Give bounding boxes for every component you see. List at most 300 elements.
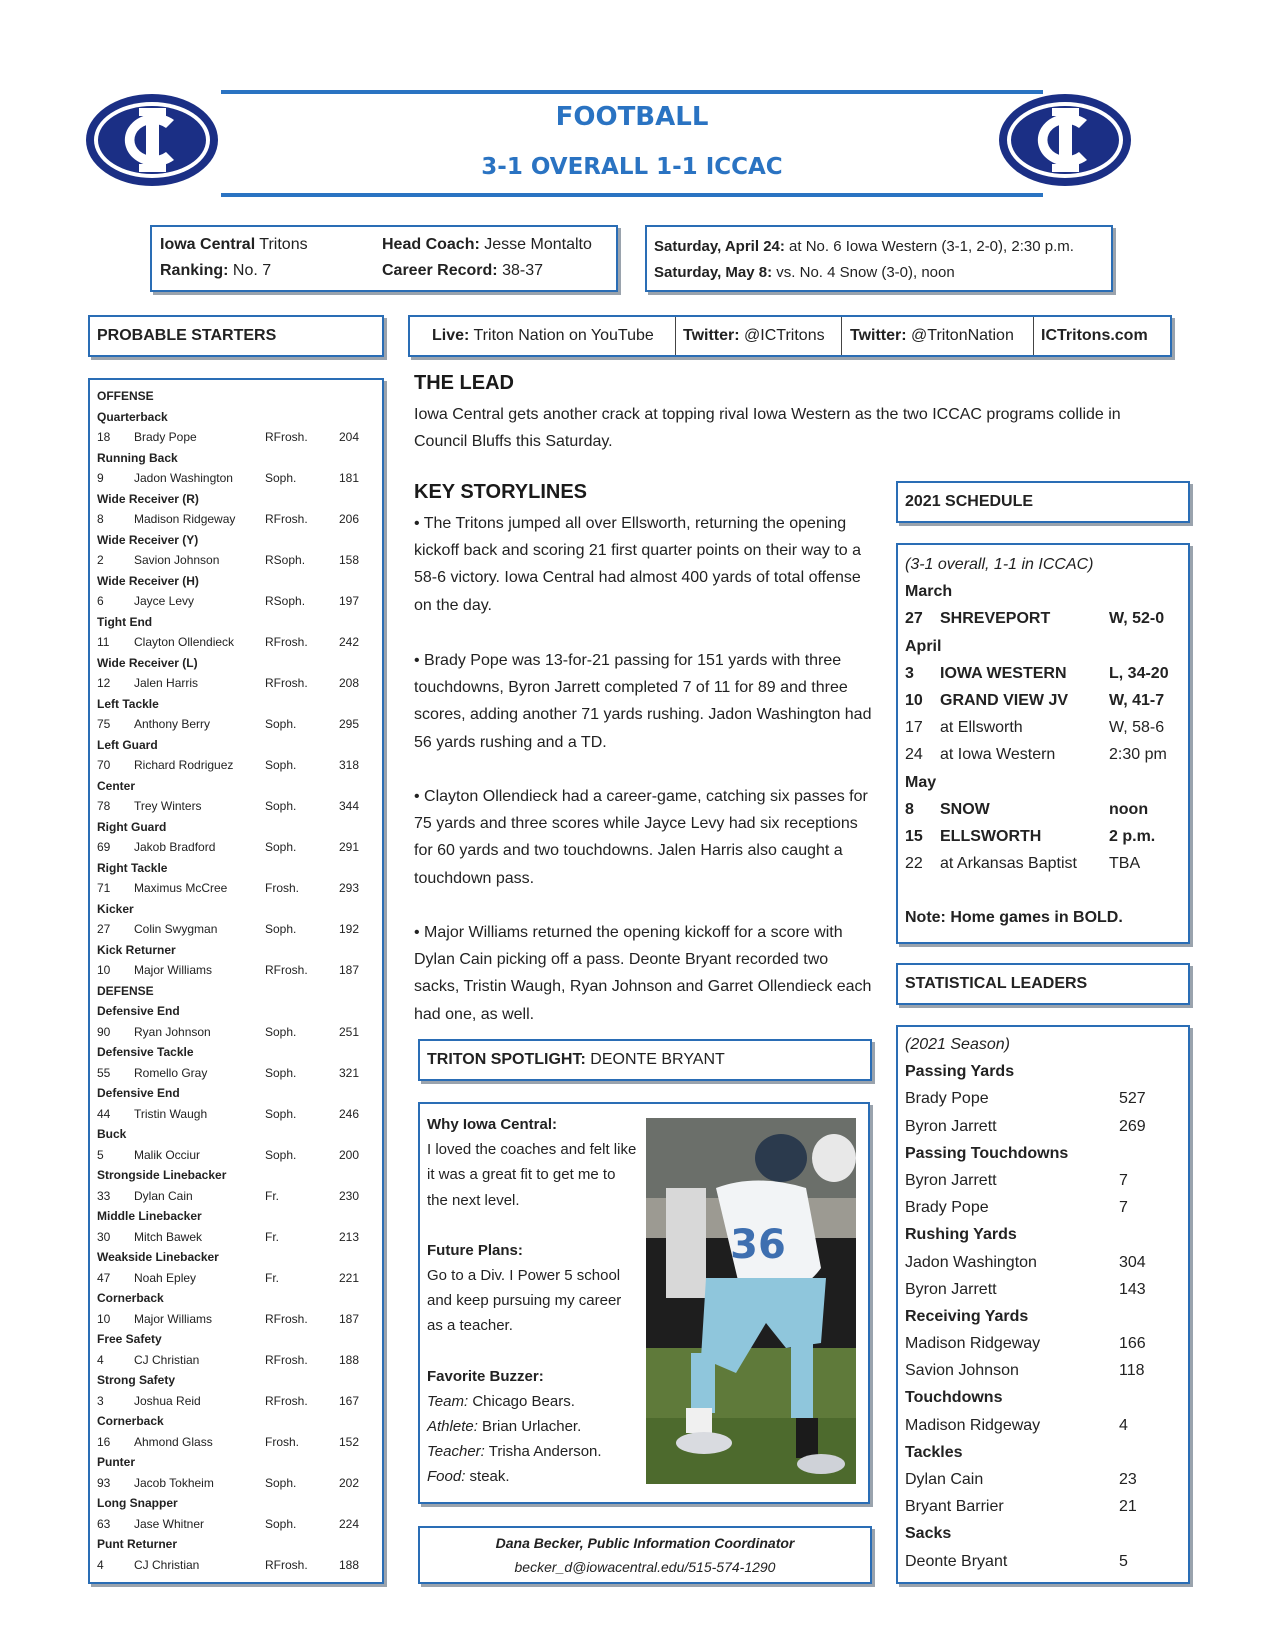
game-day: 22	[905, 855, 923, 873]
player-class: Soph.	[265, 1516, 297, 1531]
player-row	[97, 591, 375, 612]
player-name: Jacob Tokheim	[134, 1475, 214, 1490]
header-top-rule	[221, 90, 1043, 94]
contact-details: becker_d@iowacentral.edu/515-574-1290	[514, 1559, 776, 1575]
player-weight: 295	[339, 717, 360, 731]
schedule-heading: 2021 SCHEDULE	[905, 493, 1034, 510]
player-name: Jalen Harris	[134, 676, 199, 690]
player-class: Soph.	[265, 1024, 297, 1039]
player-class: Soph.	[265, 1475, 297, 1490]
schedule-box	[896, 543, 1190, 944]
position-label: Kick Returner	[97, 942, 176, 957]
player-number: 78	[97, 799, 111, 813]
favorite-teacher: Teacher: Trisha Anderson.	[427, 1443, 602, 1461]
player-class: RFrosh.	[265, 430, 308, 444]
player-name: Tristin Waugh	[134, 1106, 208, 1121]
contact-box	[418, 1526, 872, 1584]
player-weight: 187	[339, 963, 360, 977]
player-class: Soph.	[265, 922, 297, 936]
player-row	[97, 1350, 375, 1371]
player-name: Madison Ridgeway	[134, 512, 236, 526]
stat-value: 7	[1119, 1171, 1128, 1189]
player-row	[97, 509, 375, 530]
game-day: 27	[905, 610, 923, 628]
player-class: Soph.	[265, 1065, 297, 1080]
player-number: 12	[97, 676, 111, 690]
stat-leader-row	[905, 1113, 1181, 1140]
player-name: Jakob Bradford	[134, 840, 216, 854]
player-name: Jadon Washington	[134, 471, 233, 485]
game-day: 24	[905, 746, 923, 764]
game-opponent: SNOW	[940, 800, 990, 818]
stat-leader-row	[905, 1249, 1181, 1276]
player-name: Jayce Levy	[134, 594, 195, 608]
player-row	[97, 468, 375, 489]
player-row	[97, 1104, 375, 1125]
player-number: 9	[97, 471, 104, 485]
schedule-game-row	[905, 605, 1181, 632]
header-bottom-rule	[221, 193, 1043, 197]
player-name: Joshua Reid	[134, 1393, 201, 1408]
game-day: 3	[905, 664, 914, 682]
media-links-bar	[408, 315, 1172, 357]
player-class: Fr.	[265, 1229, 279, 1244]
live-stream-link[interactable]: Live: Triton Nation on YouTube	[432, 327, 654, 344]
schedule-game-row	[905, 714, 1181, 741]
player-weight: 230	[339, 1188, 360, 1203]
player-number: 55	[97, 1065, 111, 1080]
stat-value: 118	[1119, 1362, 1145, 1380]
stat-category: Passing Yards	[905, 1063, 1015, 1081]
player-name: Major Williams	[134, 963, 212, 977]
player-number: 27	[97, 922, 111, 936]
player-row	[97, 1268, 375, 1289]
stat-value: 269	[1119, 1117, 1146, 1135]
position-label: Left Guard	[97, 737, 158, 752]
position-label: Left Tackle	[97, 696, 159, 711]
lead-text: Iowa Central gets another crack at topping rival Iowa Western as the two ICCAC programs collide in Council Bluffs this Saturday.	[414, 406, 1121, 451]
position-label: Quarterback	[97, 409, 168, 424]
game-result: L, 34-20	[1109, 664, 1169, 682]
stat-value: 527	[1119, 1090, 1146, 1108]
player-number: 11	[97, 635, 110, 649]
stat-player: Byron Jarrett	[905, 1171, 997, 1189]
player-class: Fr.	[265, 1188, 279, 1203]
stat-value: 23	[1119, 1471, 1137, 1488]
player-number: 3	[97, 1393, 104, 1408]
player-name: Richard Rodriguez	[134, 758, 234, 772]
player-number: 2	[97, 553, 104, 567]
player-weight: 197	[339, 594, 360, 608]
player-weight: 202	[339, 1475, 360, 1490]
player-weight: 158	[339, 553, 360, 567]
player-row	[97, 837, 375, 858]
stat-leader-row	[905, 1357, 1181, 1384]
divider	[1033, 317, 1034, 355]
schedule-month: April	[905, 637, 942, 655]
stat-category: Touchdowns	[905, 1389, 1003, 1407]
player-class: RFrosh.	[265, 1557, 308, 1572]
player-number: 18	[97, 430, 111, 444]
player-row	[97, 1227, 375, 1248]
stat-value: 166	[1119, 1335, 1146, 1353]
player-row	[97, 1186, 375, 1207]
storyline-4: • Major Williams returned the opening kickoff for a score with Dylan Cain picking off a pass. Deonte Bryant recorded two sacks, Tristin Waugh, Ryan Johnson and Garret Ollendieck each had one, as well.	[414, 924, 872, 1023]
stat-player: Byron Jarrett	[905, 1280, 997, 1298]
player-class: RFrosh.	[265, 1393, 308, 1408]
stat-leader-row	[905, 1194, 1181, 1221]
player-class: RSoph.	[265, 594, 306, 608]
iowa-central-logo-left	[82, 90, 222, 190]
player-class: Soph.	[265, 758, 297, 772]
player-name: Jase Whitner	[134, 1516, 205, 1531]
player-number: 47	[97, 1270, 111, 1285]
player-weight: 213	[339, 1229, 360, 1244]
player-class: RSoph.	[265, 553, 306, 567]
offense-label: OFFENSE	[97, 389, 154, 403]
player-name: Colin Swygman	[134, 922, 218, 936]
probable-starters-heading: PROBABLE STARTERS	[97, 327, 277, 344]
position-label: Wide Receiver (L)	[97, 655, 198, 670]
player-name: Savion Johnson	[134, 553, 220, 567]
stat-leader-row	[905, 1548, 1181, 1575]
player-weight: 200	[339, 1147, 360, 1162]
game-result: W, 58-6	[1109, 719, 1165, 737]
player-number: 30	[97, 1229, 111, 1244]
schedule-month: March	[905, 583, 953, 601]
stat-category: Passing Touchdowns	[905, 1144, 1069, 1162]
divider	[841, 317, 842, 355]
stat-category: Sacks	[905, 1525, 952, 1543]
stat-value: 4	[1119, 1416, 1128, 1434]
player-class: RFrosh.	[265, 1311, 308, 1326]
game-opponent: IOWA WESTERN	[940, 664, 1067, 682]
player-row	[97, 673, 375, 694]
stat-leader-row	[905, 1412, 1181, 1439]
position-label: Wide Receiver (Y)	[97, 532, 199, 547]
schedule-game-row	[905, 850, 1181, 877]
stat-value: 304	[1119, 1253, 1146, 1271]
player-name: CJ Christian	[134, 1557, 200, 1572]
plans-label: Future Plans:	[427, 1241, 523, 1259]
player-class: RFrosh.	[265, 512, 308, 526]
position-label: Buck	[97, 1127, 127, 1141]
stat-player: Madison Ridgeway	[905, 1416, 1041, 1434]
upcoming-games-box	[645, 225, 1113, 292]
stat-value: 5	[1119, 1552, 1128, 1570]
player-weight: 181	[339, 471, 360, 485]
schedule-game-row	[905, 741, 1181, 768]
stat-value: 143	[1119, 1280, 1146, 1298]
player-weight: 291	[339, 840, 360, 854]
player-number: 8	[97, 512, 104, 526]
stat-player: Brady Pope	[905, 1199, 989, 1217]
player-name: Mitch Bawek	[134, 1229, 203, 1244]
player-number: 4	[97, 1557, 104, 1572]
stat-leader-row	[905, 1466, 1181, 1493]
schedule-heading-box	[896, 481, 1190, 523]
player-name: Ryan Johnson	[134, 1024, 211, 1039]
stat-player: Savion Johnson	[905, 1362, 1019, 1380]
player-weight: 192	[339, 922, 360, 936]
player-weight: 187	[339, 1311, 360, 1326]
ranking-line: Ranking: No. 7	[160, 262, 272, 279]
position-label: Right Guard	[97, 819, 167, 834]
player-number: 69	[97, 840, 111, 854]
player-class: Soph.	[265, 1147, 297, 1162]
stats-rows	[905, 1058, 1181, 1575]
position-label: Punter	[97, 1455, 136, 1469]
player-name: Anthony Berry	[134, 717, 211, 731]
player-weight: 246	[339, 1106, 360, 1121]
schedule-rows	[905, 578, 1181, 877]
player-row	[97, 1391, 375, 1412]
player-row	[97, 550, 375, 571]
defense-label: DEFENSE	[97, 983, 154, 998]
game-day: 8	[905, 800, 914, 818]
stat-player: Deonte Bryant	[905, 1552, 1008, 1570]
player-name: CJ Christian	[134, 1352, 200, 1367]
player-row	[97, 1432, 375, 1453]
player-name: Dylan Cain	[134, 1188, 193, 1203]
stat-player: Madison Ridgeway	[905, 1335, 1041, 1353]
offense-list	[97, 407, 375, 981]
player-number: 63	[97, 1516, 111, 1531]
position-label: Free Safety	[97, 1332, 162, 1346]
storyline-2: • Brady Pope was 13-for-21 passing for 151 yards with three touchdowns, Byron Jarrett completed 7 of 11 for 89 and three scores, adding another 71 yards rushing. Jadon Washington had 56 yards rushing and a TD.	[414, 652, 872, 751]
jersey-number: 36	[730, 1222, 786, 1268]
position-label: Middle Linebacker	[97, 1209, 202, 1223]
player-row	[97, 427, 375, 448]
defense-list	[97, 1001, 375, 1575]
favorite-team: Team: Chicago Bears.	[427, 1392, 575, 1410]
position-label: Strongside Linebacker	[97, 1168, 227, 1182]
twitter-ictritons-link[interactable]: Twitter: @ICTritons	[683, 327, 825, 344]
website-link[interactable]: ICTritons.com	[1041, 327, 1148, 344]
storyline-3: • Clayton Ollendieck had a career-game, catching six passes for 75 yards and three scores while Jayce Levy had six receptions for 60 yards and two touchdowns. Jalen Harris also caught a touchdown pass.	[414, 788, 868, 887]
stat-value: 21	[1119, 1498, 1137, 1516]
game-day: 17	[905, 719, 923, 737]
position-label: Strong Safety	[97, 1373, 176, 1387]
player-name: Maximus McCree	[134, 881, 228, 895]
player-number: 4	[97, 1352, 104, 1367]
game-result: noon	[1109, 800, 1149, 818]
why-label: Why Iowa Central:	[427, 1116, 558, 1133]
game-opponent: ELLSWORTH	[940, 827, 1042, 845]
position-label: Defensive Tackle	[97, 1045, 194, 1059]
player-class: Soph.	[265, 717, 297, 731]
player-weight: 206	[339, 512, 360, 526]
storylines-heading: KEY STORYLINES	[414, 481, 588, 503]
player-row	[97, 1555, 375, 1576]
player-row	[97, 878, 375, 899]
game-result: W, 41-7	[1109, 691, 1165, 709]
page-title: FOOTBALL	[555, 102, 709, 132]
schedule-game-row	[905, 687, 1181, 714]
player-number: 5	[97, 1147, 104, 1162]
player-number: 90	[97, 1024, 111, 1039]
stat-player: Jadon Washington	[905, 1253, 1037, 1271]
position-label: Punt Returner	[97, 1537, 178, 1551]
player-row	[97, 632, 375, 653]
player-number: 33	[97, 1188, 111, 1203]
stat-player: Dylan Cain	[905, 1471, 984, 1488]
player-weight: 321	[339, 1065, 360, 1080]
player-class: RFrosh.	[265, 1352, 308, 1367]
position-label: Defensive End	[97, 1004, 180, 1018]
player-photo	[646, 1118, 856, 1484]
player-number: 71	[97, 881, 111, 895]
player-name: Trey Winters	[134, 799, 202, 813]
player-weight: 293	[339, 881, 360, 895]
player-class: Fr.	[265, 1270, 279, 1285]
stat-category: Receiving Yards	[905, 1307, 1029, 1325]
spotlight-text	[427, 1112, 637, 1490]
player-class: RFrosh.	[265, 963, 308, 977]
game-opponent: at Arkansas Baptist	[940, 855, 1077, 873]
player-row	[97, 1514, 375, 1535]
position-label: Long Snapper	[97, 1496, 178, 1510]
stat-leader-row	[905, 1085, 1181, 1112]
game-opponent: at Ellsworth	[940, 719, 1023, 737]
career-record-line: Career Record: 38-37	[382, 262, 543, 279]
iowa-central-logo-right	[995, 90, 1135, 190]
buzzer-label: Favorite Buzzer:	[427, 1367, 544, 1385]
player-number: 16	[97, 1434, 111, 1449]
stat-value: 7	[1119, 1199, 1128, 1217]
player-row	[97, 714, 375, 735]
schedule-game-row	[905, 660, 1181, 687]
spotlight-box	[418, 1102, 870, 1504]
player-class: Soph.	[265, 471, 297, 485]
player-name: Malik Occiur	[134, 1147, 201, 1162]
why-text: I loved the coaches and felt like it was a great fit to get me to the next level.	[427, 1141, 637, 1209]
player-number: 6	[97, 594, 104, 608]
game-day: 10	[905, 691, 923, 709]
stat-player: Brady Pope	[905, 1090, 989, 1108]
stat-leader-row	[905, 1276, 1181, 1303]
player-class: Soph.	[265, 799, 297, 813]
stat-player: Bryant Barrier	[905, 1498, 1004, 1516]
stat-leader-row	[905, 1493, 1181, 1520]
game-opponent: GRAND VIEW JV	[940, 691, 1069, 709]
position-label: Cornerback	[97, 1291, 164, 1305]
player-weight: 344	[339, 799, 360, 813]
player-weight: 224	[339, 1516, 360, 1531]
player-row	[97, 1473, 375, 1494]
player-weight: 152	[339, 1434, 360, 1449]
lead-heading: THE LEAD	[414, 372, 514, 394]
upcoming-game-1: Saturday, April 24: at No. 6 Iowa Western (3-1, 2-0), 2:30 p.m.	[654, 238, 1074, 255]
position-label: Tight End	[97, 614, 153, 629]
player-class: Frosh.	[265, 1434, 300, 1449]
favorite-athlete: Athlete: Brian Urlacher.	[427, 1418, 582, 1436]
player-name: Clayton Ollendieck	[134, 635, 235, 649]
position-label: Wide Receiver (R)	[97, 491, 199, 506]
game-opponent: SHREVEPORT	[940, 610, 1051, 628]
record-subtitle: 3-1 OVERALL 1-1 ICCAC	[481, 154, 783, 180]
player-number: 10	[97, 1311, 111, 1326]
favorite-food: Food: steak.	[427, 1468, 510, 1486]
upcoming-game-2: Saturday, May 8: vs. No. 4 Snow (3-0), noon	[654, 264, 955, 281]
stats-heading: STATISTICAL LEADERS	[905, 975, 1088, 992]
game-result: 2:30 pm	[1109, 746, 1167, 764]
player-weight: 188	[339, 1352, 360, 1367]
divider	[675, 317, 676, 355]
school-line: Iowa Central Tritons	[160, 236, 308, 253]
stat-category: Tackles	[905, 1443, 963, 1461]
position-label: Weakside Linebacker	[97, 1250, 219, 1264]
player-weight: 251	[339, 1024, 360, 1039]
stat-category: Rushing Yards	[905, 1226, 1017, 1244]
player-number: 93	[97, 1475, 111, 1490]
game-day: 15	[905, 827, 923, 845]
starters-roster	[88, 378, 384, 1584]
player-name: Major Williams	[134, 1311, 212, 1326]
player-weight: 204	[339, 430, 360, 444]
player-weight: 221	[339, 1270, 360, 1285]
plans-text: Go to a Div. I Power 5 school and keep pursuing my career as a teacher.	[427, 1267, 622, 1335]
game-result: 2 p.m.	[1109, 827, 1156, 845]
player-row	[97, 1145, 375, 1166]
player-row	[97, 960, 375, 981]
storyline-1: • The Tritons jumped all over Ellsworth, returning the opening kickoff back and scoring 21 first quarter points on their way to a 58-6 victory. Iowa Central had almost 400 yards of total offense on the day.	[414, 515, 862, 614]
player-row	[97, 1022, 375, 1043]
twitter-tritonnation-link[interactable]: Twitter: @TritonNation	[850, 327, 1014, 344]
schedule-game-row	[905, 823, 1181, 850]
position-label: Kicker	[97, 901, 134, 916]
stat-leader-row	[905, 1330, 1181, 1357]
player-row	[97, 1309, 375, 1330]
position-label: Wide Receiver (H)	[97, 573, 199, 588]
schedule-note: Note: Home games in BOLD.	[905, 909, 1123, 927]
spotlight-heading-box	[418, 1039, 872, 1081]
player-row	[97, 796, 375, 817]
stat-leader-row	[905, 1167, 1181, 1194]
player-weight: 318	[339, 758, 360, 772]
player-number: 75	[97, 717, 111, 731]
game-result: TBA	[1109, 855, 1141, 873]
stats-heading-box	[896, 963, 1190, 1005]
stats-box	[896, 1025, 1190, 1584]
player-number: 70	[97, 758, 111, 772]
player-name: Romello Gray	[134, 1065, 208, 1080]
player-row	[97, 1063, 375, 1084]
player-class: Frosh.	[265, 881, 300, 895]
player-name: Ahmond Glass	[134, 1434, 213, 1449]
player-name: Noah Epley	[134, 1270, 197, 1285]
position-label: Right Tackle	[97, 860, 168, 875]
player-weight: 208	[339, 676, 360, 690]
player-number: 10	[97, 963, 111, 977]
position-label: Running Back	[97, 450, 178, 465]
contact-name: Dana Becker, Public Information Coordinator	[495, 1535, 795, 1551]
player-class: Soph.	[265, 1106, 297, 1121]
player-weight: 188	[339, 1557, 360, 1572]
position-label: Center	[97, 778, 136, 793]
player-weight: 242	[339, 635, 360, 649]
stats-subtitle: (2021 Season)	[905, 1036, 1010, 1053]
coach-line: Head Coach: Jesse Montalto	[382, 236, 592, 253]
probable-starters-heading-box	[88, 315, 384, 357]
game-result: W, 52-0	[1109, 610, 1165, 628]
stat-player: Byron Jarrett	[905, 1117, 997, 1135]
team-info-box	[150, 225, 618, 292]
player-number: 44	[97, 1106, 111, 1121]
schedule-month: May	[905, 773, 937, 791]
spotlight-heading: TRITON SPOTLIGHT: DEONTE BRYANT	[427, 1051, 725, 1068]
position-label: Cornerback	[97, 1414, 164, 1428]
